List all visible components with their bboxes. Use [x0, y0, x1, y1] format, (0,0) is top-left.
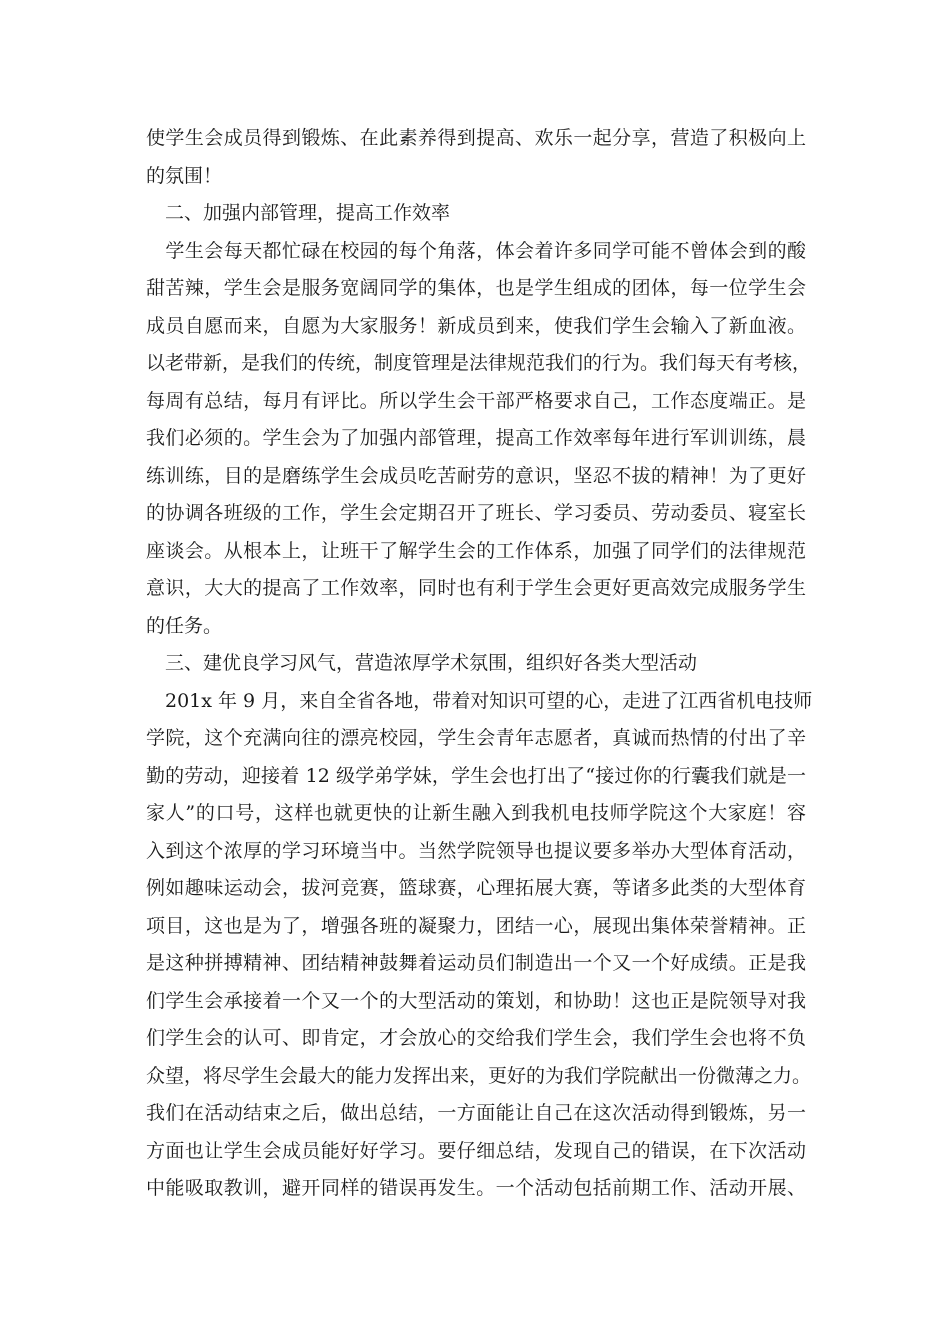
text-line: 项目，这也是为了，增强各班的凝聚力，团结一心，展现出集体荣誉精神。正 [146, 914, 806, 937]
text-line: 使学生会成员得到锻炼、在此素养得到提高、欢乐一起分享，营造了积极向上 [146, 127, 806, 149]
text-line: 座谈会。从根本上，让班干了解学生会的工作体系，加强了同学们的法律规范 [146, 539, 806, 562]
text-line: 家人”的口号，这样也就更快的让新生融入到我机电技师学院这个大家庭！容 [146, 802, 806, 824]
text-line: 201x 年 9 月，来自全省各地，带着对知识可望的心，走进了江西省机电技师 [146, 689, 813, 712]
text-line: 甜苦辣，学生会是服务宽阔同学的集体，也是学生组成的团体，每一位学生会 [146, 277, 806, 299]
text-line: 入到这个浓厚的学习环境当中。当然学院领导也提议要多举办大型体育活动， [146, 839, 806, 862]
text-line: 我们在活动结束之后，做出总结，一方面能让自己在这次活动得到锻炼，另一 [146, 1102, 806, 1124]
text-line: 方面也让学生会成员能好好学习。要仔细总结，发现自己的错误，在下次活动 [146, 1139, 806, 1162]
text-line: 学院，这个充满向往的漂亮校园，学生会青年志愿者，真诚而热情的付出了辛 [146, 727, 806, 749]
text-line: 的氛围！ [146, 164, 223, 187]
text-line: 是这种拼搏精神、团结精神鼓舞着运动员们制造出一个又一个好成绩。正是我 [146, 952, 806, 974]
text-line: 众望，将尽学生会最大的能力发挥出来，更好的为我们学院献出一份微薄之力。 [146, 1064, 812, 1087]
text-line: 中能吸取教训，避开同样的错误再发生。一个活动包括前期工作、活动开展、 [146, 1177, 806, 1199]
text-line: 勤的劳动，迎接着 12 级学弟学妹，学生会也打出了“接过你的行囊我们就是一 [146, 764, 806, 787]
text-line: 们学生会承接着一个又一个的大型活动的策划，和协助！这也正是院领导对我 [146, 989, 806, 1012]
body-text [146, 120, 813, 1208]
section-heading: 三、建优良学习风气，营造浓厚学术氛围，组织好各类大型活动 [146, 652, 698, 674]
text-line: 例如趣味运动会，拔河竞赛，篮球赛，心理拓展大赛，等诸多此类的大型体育 [146, 877, 806, 899]
text-line: 们学生会的认可、即肯定，才会放心的交给我们学生会，我们学生会也将不负 [146, 1027, 806, 1049]
text-line: 成员自愿而来，自愿为大家服务！新成员到来，使我们学生会输入了新血液。 [146, 314, 806, 337]
text-line: 我们必须的。学生会为了加强内部管理，提高工作效率每年进行军训训练，晨 [146, 427, 806, 449]
text-line: 以老带新，是我们的传统，制度管理是法律规范我们的行为。我们每天有考核， [146, 352, 812, 374]
text-line: 意识，大大的提高了工作效率，同时也有利于学生会更好更高效完成服务学生 [146, 577, 806, 599]
section-heading: 二、加强内部管理，提高工作效率 [146, 202, 451, 224]
text-line: 的任务。 [146, 614, 223, 637]
text-line: 练训练，目的是磨练学生会成员吃苦耐劳的意识，坚忍不拔的精神！为了更好 [146, 464, 806, 487]
text-line: 的协调各班级的工作，学生会定期召开了班长、学习委员、劳动委员、寝室长 [146, 502, 806, 524]
text-line: 每周有总结，每月有评比。所以学生会干部严格要求自己，工作态度端正。是 [146, 389, 806, 412]
text-line: 学生会每天都忙碌在校园的每个角落，体会着许多同学可能不曾体会到的酸 [146, 239, 806, 262]
